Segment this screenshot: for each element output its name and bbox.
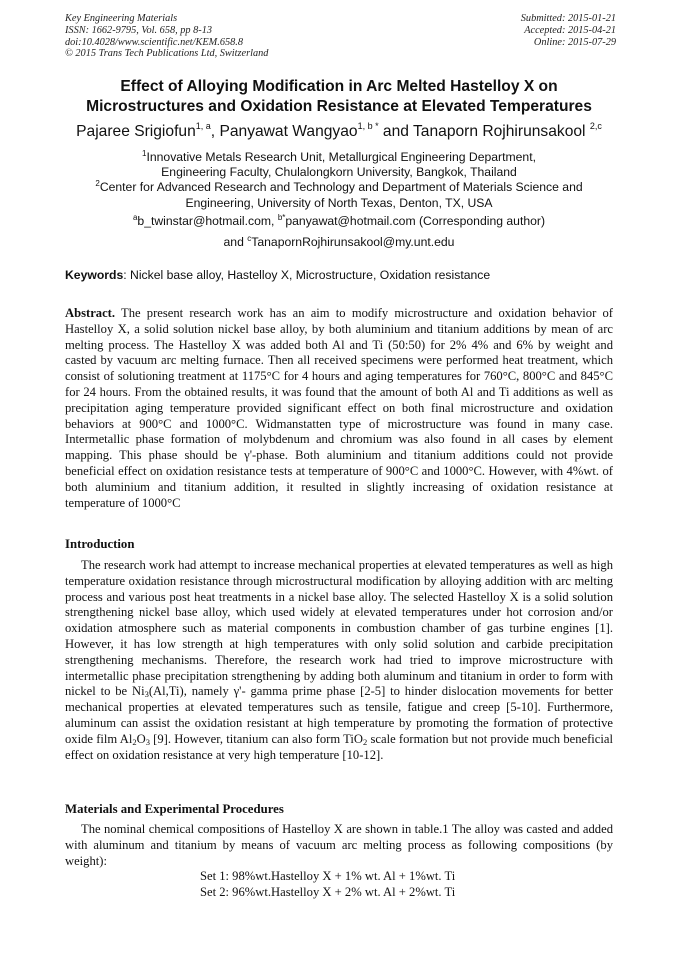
affiliations	[40, 150, 638, 211]
abstract-section	[65, 306, 613, 511]
abstract-paragraph: Abstract. The present research work has an aim to modify microstructure and oxidation behavior of Hastelloy X, a solid solution nickel base alloy, by both aluminium and titanium additions by mean of arc melting process. The Hastelloy X was added both Al and Ti (50:50) for 2% 4% and 6% by weight and casted by vacuum arc melting furnace. Then all received specimens were performed heat treatment, which consist of solutioning treatment at 1175°C for 4 hours and aging temperatures for 760°C, 800°C and 845°C for 24 hours. From the obtained results, it was found that the amount of both Al and Ti additions as well as precipitation aging temperature provided significant effect on both final microstructure and oxidation behaviors at 900°C and 1000°C. Widmanstatten type of microstructure was found in many case. Intermetallic phase formation of molybdenum and chromium was also found in all cases by element mapping. This phase should be γ'-phase. Both aluminium and titanium additions could not provide beneficial effect on oxidation resistance tests at temperature of 900°C and 1000°C. However, with 4%wt. of both aluminium and titanium addition, it resulted in slightly increasing of oxidation resistance at temperature of 1000°C	[65, 306, 613, 510]
affiliation-1-sup: 1	[142, 149, 147, 158]
introduction-heading: Introduction	[65, 537, 135, 551]
author-2: Panyawat Wangyao	[219, 123, 358, 140]
author-1-sup: 1, a	[195, 121, 211, 131]
author-sep-1: ,	[210, 123, 220, 140]
online-date: Online: 2015-07-29	[533, 36, 616, 48]
introduction-section	[65, 558, 613, 763]
author-list	[40, 122, 638, 142]
journal-doi: doi:10.4028/www.scientific.net/KEM.658.8	[65, 36, 243, 48]
email-line-2: and $^c$TanapornRojhirunsakool@my.unt.edu	[223, 234, 455, 249]
affiliation-2-line-1: $^2$Center for Advanced Research and Technology and Department of Materials Science and	[95, 179, 583, 195]
affiliation-1-line-2: Engineering Faculty, Chulalongkorn University, Bangkok, Thailand	[161, 165, 517, 180]
author-1: Pajaree Srigiofun	[76, 123, 196, 140]
abstract-label: Abstract.	[65, 306, 116, 320]
accepted-date: Accepted: 2015-04-21	[524, 24, 616, 36]
author-2-sup: 1, b *	[357, 121, 379, 131]
materials-paragraph: The nominal chemical compositions of Hastelloy X are shown in table.1 The alloy was casted and added with aluminum and titanium by means of vacuum arc melting process as following compositions (by weight):	[65, 822, 613, 868]
author-3-sup: 2,c	[589, 121, 602, 131]
author-3: Tanaporn Rojhirunsakool	[413, 123, 590, 140]
submission-dates	[521, 13, 616, 48]
journal-copyright: © 2015 Trans Tech Publications Ltd, Switzerland	[65, 48, 269, 60]
title-line-2: Microstructures and Oxidation Resistance at Elevated Temperatures	[86, 98, 592, 115]
journal-issn: ISSN: 1662-9795, Vol. 658, pp 8-13	[65, 24, 213, 36]
materials-section	[65, 822, 613, 869]
email-line-1: $^a$b_twinstar@hotmail.com, $^{b*}$panyawat@hotmail.com (Corresponding author)	[132, 213, 546, 228]
materials-heading: Materials and Experimental Procedures	[65, 802, 284, 816]
journal-name: Key Engineering Materials	[65, 13, 178, 24]
journal-info	[65, 13, 268, 60]
composition-sets	[200, 869, 455, 901]
keywords	[65, 268, 490, 282]
keywords-text: : Nickel base alloy, Hastelloy X, Microstructure, Oxidation resistance	[123, 268, 491, 282]
affiliation-2-sup: 2	[95, 179, 100, 189]
title-line-1: Effect of Alloying Modification in Arc Melted Hastelloy X on	[120, 78, 558, 95]
author-sep-2: and	[378, 123, 413, 140]
keywords-label: Keywords	[65, 268, 124, 282]
composition-set-1: Set 1: 98%wt.Hastelloy X + 1% wt. Al + 1%wt. Ti	[200, 869, 456, 883]
affiliation-1-line-1: $^1$Innovative Metals Research Unit, Metallurgical Engineering Department,	[142, 149, 536, 164]
email-b[interactable]: panyawat@hotmail.com (Corresponding author)	[285, 214, 546, 228]
email-c[interactable]: TanapornRojhirunsakool@my.unt.edu	[251, 235, 455, 249]
submitted-date: Submitted: 2015-01-21	[520, 13, 616, 24]
composition-set-2: Set 2: 96%wt.Hastelloy X + 2% wt. Al + 2%wt. Ti	[200, 884, 456, 899]
affiliation-2-line-2: Engineering, University of North Texas, Denton, TX, USA	[185, 195, 493, 210]
paper-title	[40, 77, 638, 117]
email-a[interactable]: b_twinstar@hotmail.com,	[137, 214, 278, 228]
introduction-paragraph: The research work had attempt to increase mechanical properties at elevated temperatures as well as high temperature oxidation resistance through microstructural modification by alloying addition with arc melting process and various post heat treatments in a nickel base alloy. The selected Hastelloy X is a solid solution strengthening nickel base alloy, which used widely at elevated temperatures under hot corrosion and/or oxidation atmosphere such as material components in combustion chamber of gas turbine engines [1]. However, it has low strength at high temperatures with only solid solution and carbide precipitation strengthening mechanisms. Therefore, the research work had tried to improve microstructure with intermetallic phase precipitation strengthening by adding both aluminum and titanium in order to form with nickel to be $Ni_3(Al,Ti)$, namely γ'- gamma prime phase [2-5] to hinder dislocation movements for better mechanical properties at elevated temperatures such as tensile, fatigue and creep [5-10]. Furthermore, aluminum can assist the oxidation resistant at high temperature by promoting the formation of protective oxide film $Al_2O_3$ [9]. However, titanium can also form TiO$_2$ scale formation but not provide much beneficial effect on oxidation resistance at very high temperature [10-12].	[65, 558, 613, 762]
